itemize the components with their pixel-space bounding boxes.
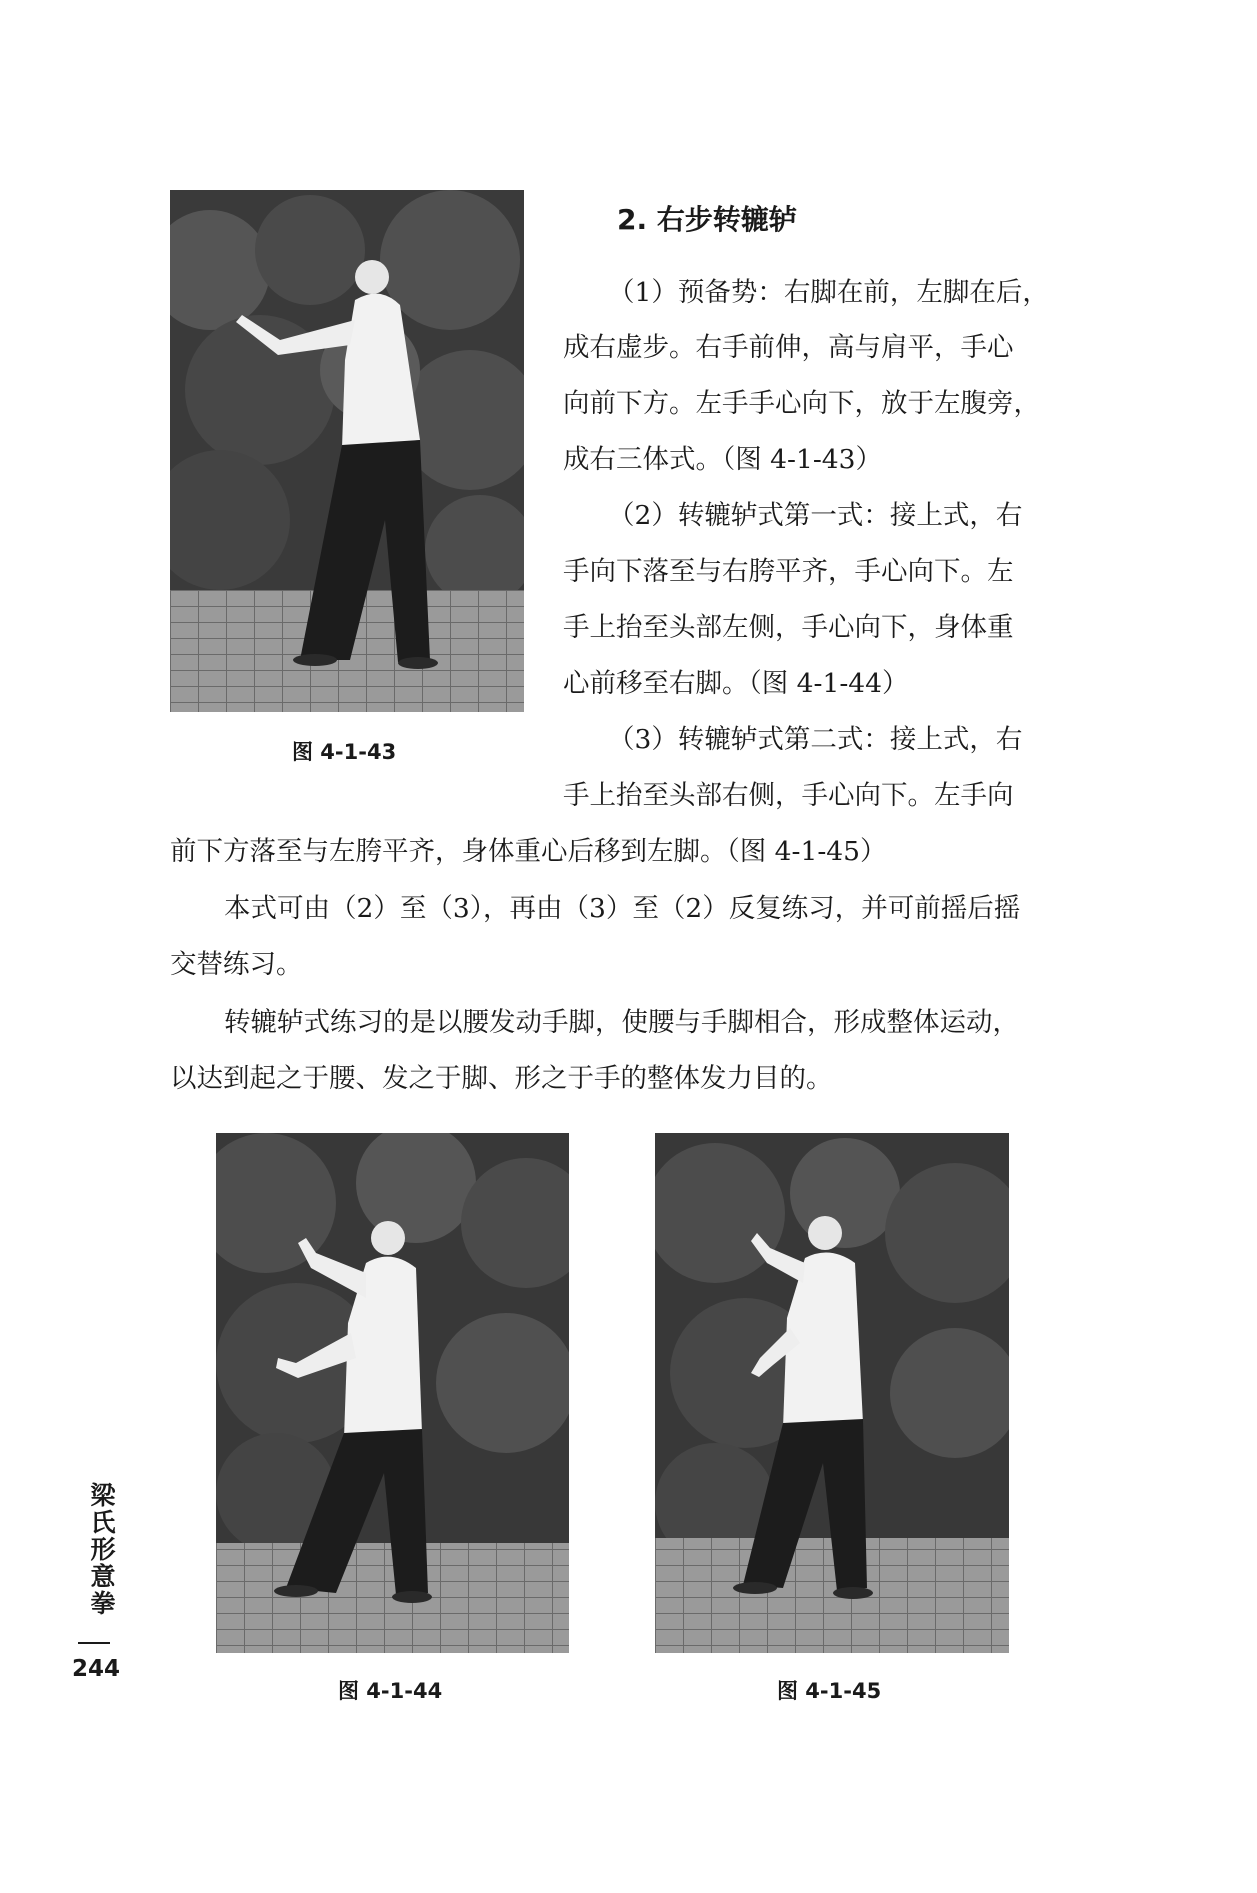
figure-photo-4-1-43 [170,190,524,712]
section-title: 2. 右步转辘轳 [617,203,797,236]
paragraph-line-1: （1）预备势：右脚在前，左脚在后， [608,277,1049,308]
paragraph-line-3: 向前下方。左手手心向下，放于左腹旁， [563,388,1040,419]
page-number: 244 [72,1656,121,1682]
paragraph-line-14: 转辘轳式练习的是以腰发动手脚，使腰与手脚相合，形成整体运动， [224,1007,1019,1038]
paragraph-line-12: 本式可由（2）至（3），再由（3）至（2）反复练习，并可前摇后摇 [224,893,1021,924]
figure-photo-4-1-45 [655,1133,1009,1653]
paragraph-line-13: 交替练习。 [170,949,303,980]
paragraph-line-5: （2）转辘轳式第一式：接上式，右 [608,500,1023,531]
paragraph-line-10: 手上抬至头部右侧，手心向下。左手向 [563,780,1014,811]
paragraph-line-15: 以达到起之于腰、发之于脚、形之于手的整体发力目的。 [170,1063,833,1094]
margin-rule [78,1642,110,1644]
figure-caption-4-1-45: 图 4-1-45 [777,1679,882,1703]
paragraph-line-7: 手上抬至头部左侧，手心向下，身体重 [563,612,1014,643]
book-title-vertical: 梁氏形意拳 [87,1482,116,1617]
paragraph-line-8: 心前移至右脚。（图 4-1-44） [563,668,909,699]
figure-caption-4-1-44: 图 4-1-44 [338,1679,443,1703]
paragraph-line-4: 成右三体式。（图 4-1-43） [563,444,883,475]
paragraph-line-11: 前下方落至与左胯平齐，身体重心后移到左脚。（图 4-1-45） [170,836,887,867]
figure-caption-4-1-43: 图 4-1-43 [292,740,397,764]
paragraph-line-9: （3）转辘轳式第二式：接上式，右 [608,724,1023,755]
figure-photo-4-1-44 [216,1133,569,1653]
paragraph-line-6: 手向下落至与右胯平齐，手心向下。左 [563,556,1014,587]
paragraph-line-2: 成右虚步。右手前伸，高与肩平，手心 [563,332,1014,363]
